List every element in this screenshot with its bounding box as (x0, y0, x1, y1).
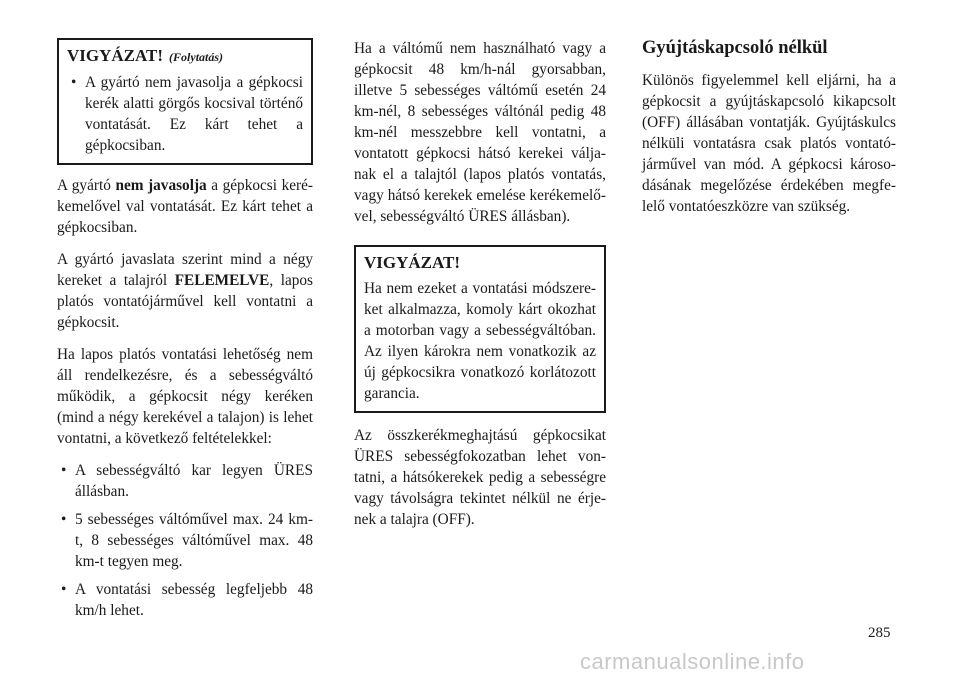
paragraph: A gyártó nem javasolja a gépkocsi kerékemelővel val vontatását. Ez kárt tehet a gépkocsiban. (57, 177, 313, 236)
warning-text: Ha nem ezeket a vontatási módszereket alkalmazza, komoly kárt okozhat a motorban vagy a sebességváltóban. Az ilyen károkra nem vonatkozik az új gépkocsikra vonatkozó korlátozott garancia. (364, 280, 596, 402)
column-right (642, 36, 896, 228)
warning-box (354, 245, 606, 413)
column-left (57, 38, 313, 628)
warning-title: VIGYÁZAT! (Folytatás) (67, 46, 224, 65)
condition-list (57, 460, 313, 621)
paragraph: Ha lapos platós vontatási lehetőség nem áll rendelkezésre, és a sebességváltó működik, a gépkocsit négy keréken (mind a négy kerekével a talajon) is lehet vontatni, a következő feltételekkel: (57, 346, 313, 447)
list-item: • 5 sebességes váltóművel max. 24 km-t, 8 sebességes váltóművel max. 48 km-t tegyen meg. (57, 509, 313, 572)
list-item: • A sebességváltó kar legyen ÜRES állásban. (57, 460, 313, 502)
warning-bullet-list (67, 72, 303, 156)
paragraph: A gyártó javaslata szerint mind a négy kereket a talajról FELEMELVE, lapos platós vontatójárművel kell vontatni a gépkocsit. (57, 251, 313, 331)
section-title: Gyújtáskapcsoló nélkül (642, 38, 828, 58)
watermark: carmanualsonline.info (580, 649, 805, 674)
paragraph: Az összkerékmeghajtású gépkocsikat ÜRES sebességfokozatban lehet vontatni, a hátsókerekek pedig a sebességre vagy távolságra tekintet nélkül ne érjenek a talajra (OFF). (354, 427, 606, 528)
page-number: 285 (868, 625, 891, 641)
emphasis: nem javasolja (115, 177, 207, 194)
warning-subtitle: (Folytatás) (169, 50, 224, 64)
warning-title: VIGYÁZAT! (364, 253, 461, 272)
warning-box-continued (57, 38, 313, 165)
emphasis: FELEMELVE (174, 272, 270, 289)
column-middle (354, 38, 606, 541)
list-item: • A vontatási sebesség legfeljebb 48 km/h lehet. (57, 579, 313, 621)
paragraph: Különös figyelemmel kell eljárni, ha a gépkocsit a gyújtáskapcsoló kikapcsolt (OFF) állásában vontatják. Gyújtáskulcs nélküli vontatásra csak platós vontatójárművel van mód. A gépkocsi károsodásának megelőzése érdekében megfelelő vontatóeszközre van szükség. (642, 72, 896, 215)
paragraph: Ha a váltómű nem használható vagy a gépkocsit 48 km/h-nál gyorsabban, illetve 5 sebességes váltómű esetén 24 km-nél, 8 sebességes váltónál pedig 48 km-nél messzebbre kell vontatni, a vontatott gépkocsi hátsó kerekei váljanak el a talajtól (lapos platós vontatás, vagy hátsó kerekek emelése kerékemelővel, sebességváltó ÜRES állásban). (354, 40, 606, 225)
warning-bullet: • A gyártó nem javasolja a gépkocsi kerék alatti görgős kocsival történő vontatását. Ez kárt tehet a gépkocsiban. (67, 72, 303, 156)
